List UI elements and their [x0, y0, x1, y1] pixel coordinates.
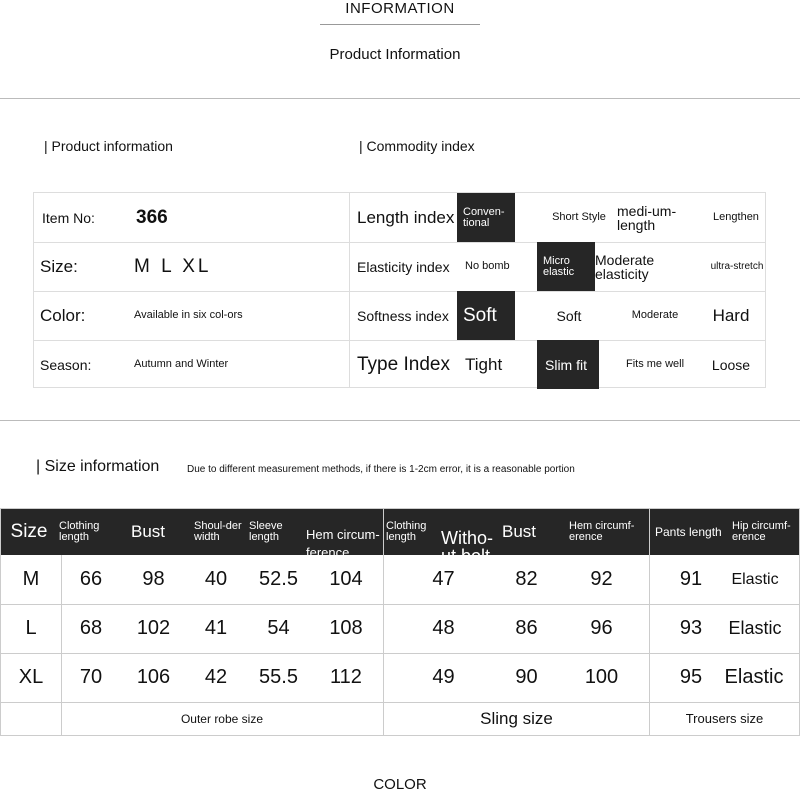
color-section-title: COLOR	[373, 776, 427, 793]
elasticity-option-ultra: ultra-stretch	[710, 261, 764, 272]
cell: 68	[79, 617, 103, 639]
cell: 47	[432, 568, 455, 590]
divider-top	[0, 98, 800, 99]
cell: 70	[79, 666, 103, 688]
cell: 49	[432, 666, 455, 688]
cell: 54	[267, 617, 290, 639]
cell: 90	[515, 666, 538, 688]
title-underline	[320, 24, 480, 25]
cell: 40	[204, 568, 228, 590]
length-option-medium: medi-um-length	[617, 202, 677, 233]
cell: 100	[584, 666, 619, 688]
length-index-label: Length index	[357, 207, 455, 227]
header-sling-bust: Bust	[502, 522, 537, 541]
cell: 55.5	[259, 666, 298, 688]
softness-option-hard: Hard	[712, 305, 750, 325]
cell: 98	[142, 568, 165, 590]
size-info-heading: | Size information	[36, 458, 160, 475]
cell: Elastic	[724, 666, 784, 688]
table-row	[1, 604, 799, 654]
color-value: Available in six col-ors	[134, 309, 243, 321]
type-option-slim-fit: Slim fit	[537, 340, 599, 389]
cell: 66	[79, 568, 103, 590]
cell: 108	[329, 617, 363, 639]
type-option-loose: Loose	[711, 356, 751, 373]
cell: 104	[329, 568, 363, 590]
type-index-label: Type Index	[357, 353, 450, 375]
table-row	[34, 193, 765, 243]
cell: 91	[679, 568, 703, 590]
type-option-tight: Tight	[465, 354, 503, 374]
length-option-short: Short Style	[552, 211, 606, 223]
color-label: Color:	[40, 305, 86, 325]
cell: 86	[515, 617, 538, 639]
elasticity-index-label: Elasticity index	[357, 258, 450, 275]
type-option-fits-well: Fits me well	[625, 358, 685, 370]
cell: 41	[204, 617, 228, 639]
product-info-heading: | Product information	[44, 138, 173, 154]
cell: Elastic	[728, 618, 782, 638]
row-size: XL	[18, 666, 44, 688]
table-row	[34, 291, 765, 341]
header-size: Size	[10, 521, 48, 542]
elasticity-option-micro: Micro elastic	[537, 242, 595, 291]
elasticity-option-moderate: Moderate elasticity	[595, 251, 655, 282]
header-hem-circumference: Hem circum-ference	[306, 527, 380, 560]
header-hip-circumference: Hip circumf-erence	[732, 520, 791, 543]
length-option-lengthen: Lengthen	[713, 211, 759, 223]
size-note: Due to different measurement methods, if there is 1-2cm error, it is a reasonable portion	[187, 464, 575, 475]
item-no-label: Item No:	[42, 209, 95, 226]
softness-option-moderate: Moderate	[631, 309, 679, 321]
cell: 102	[136, 617, 171, 639]
size-table-header	[1, 509, 799, 566]
product-info-table	[33, 192, 766, 388]
trousers-size-label: Trousers size	[685, 711, 764, 726]
row-size: M	[22, 568, 40, 590]
row-size: L	[25, 617, 37, 639]
cell: 95	[679, 666, 703, 688]
cell: 42	[204, 666, 228, 688]
cell: 82	[515, 568, 538, 590]
header-without-bolt: Witho-ut bolt	[441, 528, 494, 566]
outer-robe-size-label: Outer robe size	[180, 711, 264, 726]
cell: 106	[136, 666, 171, 688]
header-pants-length: Pants length	[655, 525, 722, 539]
softness-option-soft-selected: Soft	[457, 291, 515, 340]
commodity-index-heading: | Commodity index	[359, 138, 475, 154]
size-value: M L XL	[134, 255, 212, 277]
elasticity-option-no-bomb: No bomb	[465, 260, 510, 272]
header-bust: Bust	[131, 522, 166, 541]
cell: 52.5	[259, 568, 298, 590]
table-row	[1, 653, 799, 703]
header-sling-hem: Hem circumf-erence	[569, 520, 635, 543]
length-option-conventional: Conven-tional	[457, 193, 515, 242]
season-value: Autumn and Winter	[134, 358, 229, 370]
header-clothing-length: Clothing length	[59, 520, 100, 543]
info-title: INFORMATION	[345, 0, 455, 17]
size-table	[0, 508, 800, 736]
header-sling-clothing-length: Clothing length	[386, 520, 427, 543]
cell: 48	[432, 617, 455, 639]
header-sleeve-length: Sleeve length	[249, 520, 283, 543]
table-row	[34, 340, 765, 389]
size-label: Size:	[40, 256, 78, 276]
cell: 96	[590, 617, 613, 639]
cell: 92	[590, 568, 613, 590]
sling-size-label: Sling size	[480, 708, 553, 728]
softness-index-label: Softness index	[357, 307, 449, 324]
cell: Elastic	[731, 570, 779, 588]
table-row	[1, 555, 799, 605]
info-subtitle: Product Information	[329, 46, 461, 63]
cell: 112	[330, 666, 362, 688]
header-shoulder-width: Shoul-der width	[194, 520, 242, 543]
cell: 93	[679, 617, 703, 639]
softness-option-soft: Soft	[556, 307, 582, 324]
divider-middle	[0, 420, 800, 421]
table-row	[34, 242, 765, 292]
season-label: Season:	[40, 356, 92, 373]
item-no-value: 366	[136, 206, 168, 228]
